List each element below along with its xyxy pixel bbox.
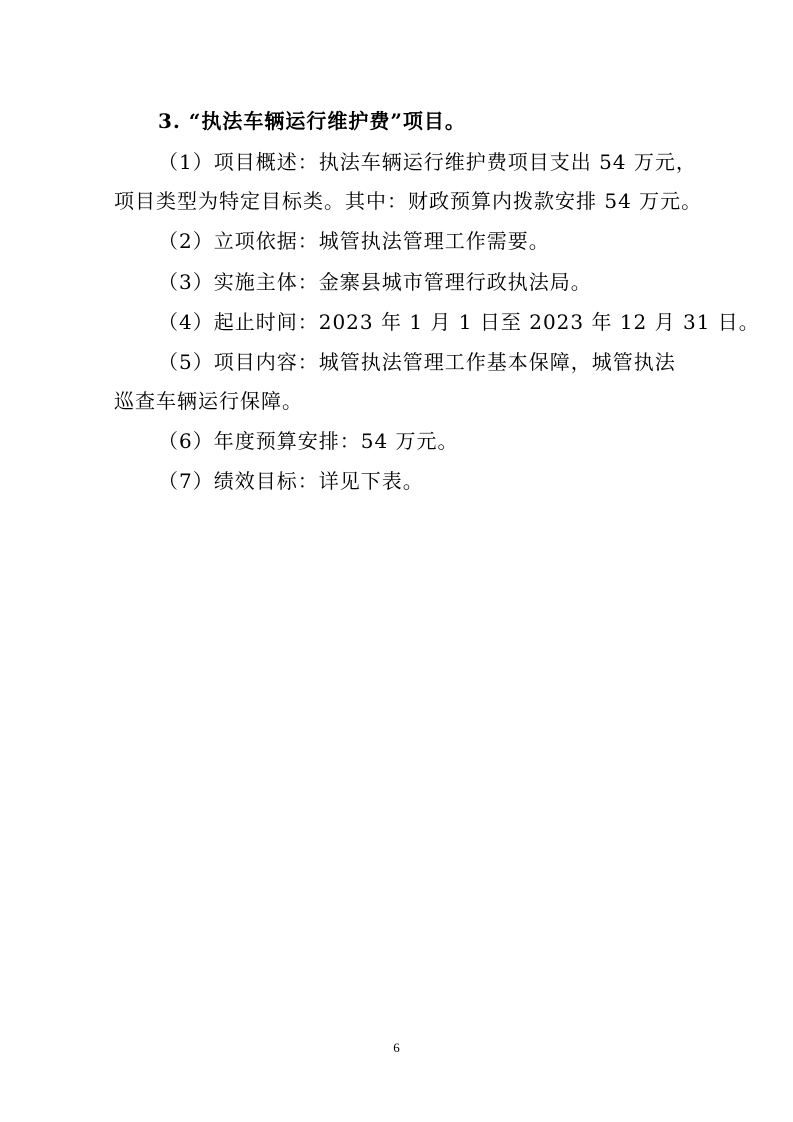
project-content-line-1: （5）项目内容：城管执法管理工作基本保障，城管执法 — [158, 350, 676, 374]
project-content-line-2: 巡查车辆运行保障。 — [114, 389, 303, 413]
project-overview-line-2: 项目类型为特定目标类。其中：财政预算内拨款安排 54 万元。 — [114, 189, 703, 213]
page-number: 6 — [393, 1040, 400, 1055]
performance-target: （7）绩效目标：详见下表。 — [158, 469, 424, 493]
section-heading: 3. “执法车辆运行维护费”项目。 — [158, 109, 466, 133]
project-period: （4）起止时间：2023 年 1 月 1 日至 2023 年 12 月 31 日。 — [158, 310, 760, 334]
annual-budget: （6）年度预算安排：54 万元。 — [158, 429, 459, 453]
project-overview-line-1: （1）项目概述：执法车辆运行维护费项目支出 54 万元， — [158, 150, 697, 174]
project-basis: （2）立项依据：城管执法管理工作需要。 — [158, 229, 550, 253]
implementing-entity: （3）实施主体：金寨县城市管理行政执法局。 — [158, 270, 592, 294]
